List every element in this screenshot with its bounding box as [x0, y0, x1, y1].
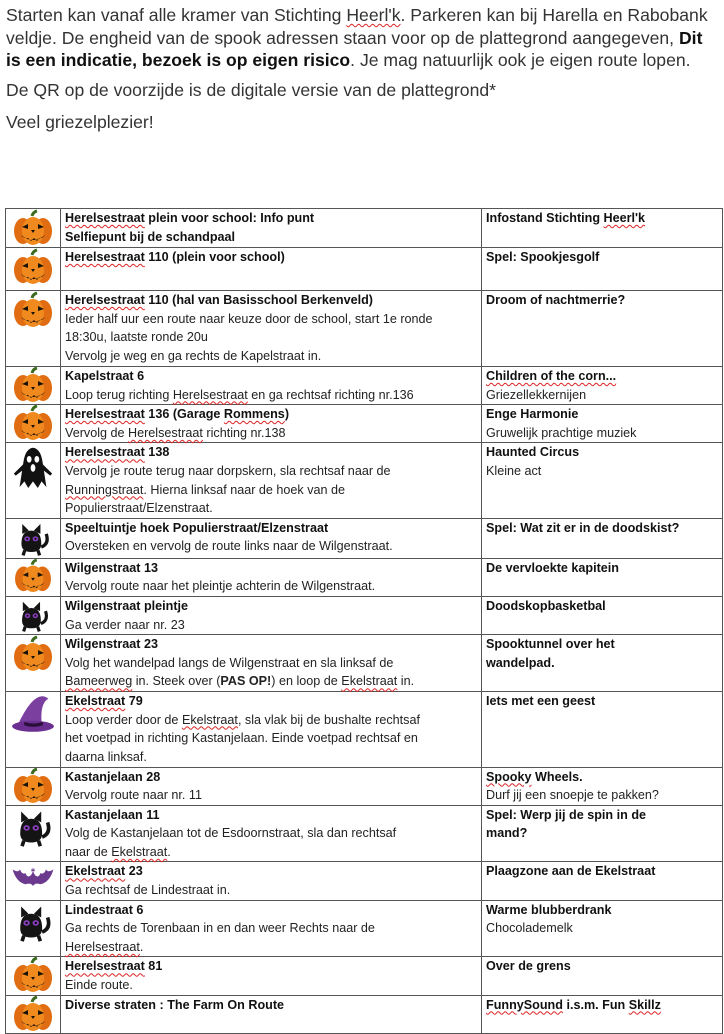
pumpkin-icon: [6, 405, 61, 443]
route-activity: Enge Harmonie Gruwelijk prachtige muziek: [482, 405, 723, 443]
route-activity: Infostand Stichting Heerl'k: [482, 209, 723, 248]
pumpkin-icon: [6, 291, 61, 367]
route-location: Diverse straten : The Farm On Route: [61, 995, 482, 1033]
route-location: Herelsestraat plein voor school: Info punt Selfiepunt bij de schandpaal: [61, 209, 482, 248]
table-row: [6, 692, 723, 767]
route-activity: Spel: Wat zit er in de doodskist?: [482, 518, 723, 558]
route-location: Kapelstraat 6 Loop terug richting Herelsestraat en ga rechtsaf richting nr.136: [61, 367, 482, 405]
table-row: [6, 291, 723, 367]
route-activity: Over de grens: [482, 957, 723, 995]
cat-icon: [6, 518, 61, 558]
intro-paragraph-3: Veel griezelplezier!: [6, 112, 154, 132]
pumpkin-icon: [6, 995, 61, 1033]
route-location: Ekelstraat 79 Loop verder door de Ekelstraat, sla vlak bij de bushalte rechtsaf het voetpad in richting Kastanjelaan. Einde voetpad rechtsaf en daarna linksaf.: [61, 692, 482, 767]
table-row: [6, 805, 723, 862]
route-activity: Iets met een geest: [482, 692, 723, 767]
bat-icon: [6, 862, 61, 900]
route-location: Wilgenstraat pleintje Ga verder naar nr. 23: [61, 596, 482, 634]
pumpkin-icon: [6, 767, 61, 805]
route-location: Herelsestraat 81 Einde route.: [61, 957, 482, 995]
table-row: [6, 518, 723, 558]
intro-text: [6, 4, 720, 134]
route-location: Speeltuintje hoek Populierstraat/Elzenstraat Oversteken en vervolg de route links naar de Wilgenstraat.: [61, 518, 482, 558]
cat-icon: [6, 900, 61, 957]
pumpkin-icon: [6, 367, 61, 405]
table-row: [6, 367, 723, 405]
route-location: Herelsestraat 136 (Garage Rommens) Vervolg de Herelsestraat richting nr.138: [61, 405, 482, 443]
pumpkin-icon: [6, 635, 61, 692]
table-row: [6, 957, 723, 995]
route-location: Herelsestraat 138 Vervolg je route terug naar dorpskern, sla rechtsaf naar de Runningstraat. Hierna linksaf naar de hoek van de Populierstraat/Elzenstraat.: [61, 443, 482, 518]
route-activity: Spooktunnel over het wandelpad.: [482, 635, 723, 692]
cat-icon: [6, 596, 61, 634]
route-activity: Haunted Circus Kleine act: [482, 443, 723, 518]
route-activity: Doodskopbasketbal: [482, 596, 723, 634]
route-activity: Warme blubberdrank Chocolademelk: [482, 900, 723, 957]
pumpkin-icon: [6, 209, 61, 248]
route-location: Wilgenstraat 13 Vervolg route naar het pleintje achterin de Wilgenstraat.: [61, 558, 482, 596]
table-row: [6, 767, 723, 805]
route-location: Ekelstraat 23 Ga rechtsaf de Lindestraat in.: [61, 862, 482, 900]
pumpkin-icon: [6, 957, 61, 995]
witch-hat-icon: [6, 692, 61, 767]
table-row: [6, 248, 723, 291]
cat-icon: [6, 805, 61, 862]
route-location: Herelsestraat 110 (hal van Basisschool Berkenveld) Ieder half uur een route naar keuze door de school, start 1e ronde 18:30u, laatste ronde 20u Vervolg je weg en ga rechts de Kapelstraat in.: [61, 291, 482, 367]
table-row: [6, 209, 723, 248]
table-row: [6, 635, 723, 692]
pumpkin-icon: [6, 558, 61, 596]
route-activity: FunnySound i.s.m. Fun Skillz: [482, 995, 723, 1033]
route-activity: Plaagzone aan de Ekelstraat: [482, 862, 723, 900]
table-row: [6, 995, 723, 1033]
route-activity: Children of the corn... Griezellekkernijen: [482, 367, 723, 405]
risk-notice: Dit is een indicatie, bezoek is op eigen risico: [6, 27, 703, 70]
route-location: Kastanjelaan 28 Vervolg route naar nr. 11: [61, 767, 482, 805]
intro-paragraph-2: De QR op de voorzijde is de digitale versie van de plattegrond*: [6, 79, 496, 100]
route-location: Herelsestraat 110 (plein voor school): [61, 248, 482, 291]
intro-paragraph-1: Starten kan vanaf alle kramer van Stichting Heerl'k. Parkeren kan bij Harella en Rabobank veldje. De engheid van de spook adressen staan voor op de plattegrond aangegeven, Dit is een indicatie, bezoek is op eigen risico. Je mag natuurlijk ook je eigen route lopen.: [6, 5, 708, 70]
route-table: [5, 208, 723, 1034]
table-row: [6, 558, 723, 596]
table-row: [6, 443, 723, 518]
table-row: [6, 900, 723, 957]
table-row: [6, 405, 723, 443]
route-location: Wilgenstraat 23 Volg het wandelpad langs de Wilgenstraat en sla linksaf de Bameerweg in. Steek over (PAS OP!) en loop de Ekelstraat in.: [61, 635, 482, 692]
route-activity: Droom of nachtmerrie?: [482, 291, 723, 367]
route-location: Lindestraat 6 Ga rechts de Torenbaan in en dan weer Rechts naar de Herelsestraat.: [61, 900, 482, 957]
route-location: Kastanjelaan 11 Volg de Kastanjelaan tot de Esdoornstraat, sla dan rechtsaf naar de Ekelstraat.: [61, 805, 482, 862]
route-activity: Spel: Werp jij de spin in de mand?: [482, 805, 723, 862]
route-activity: Spooky Wheels. Durf jij een snoepje te pakken?: [482, 767, 723, 805]
ghost-icon: [6, 443, 61, 518]
table-row: [6, 862, 723, 900]
table-row: [6, 596, 723, 634]
route-activity: Spel: Spookjesgolf: [482, 248, 723, 291]
route-activity: De vervloekte kapitein: [482, 558, 723, 596]
pumpkin-icon: [6, 248, 61, 291]
